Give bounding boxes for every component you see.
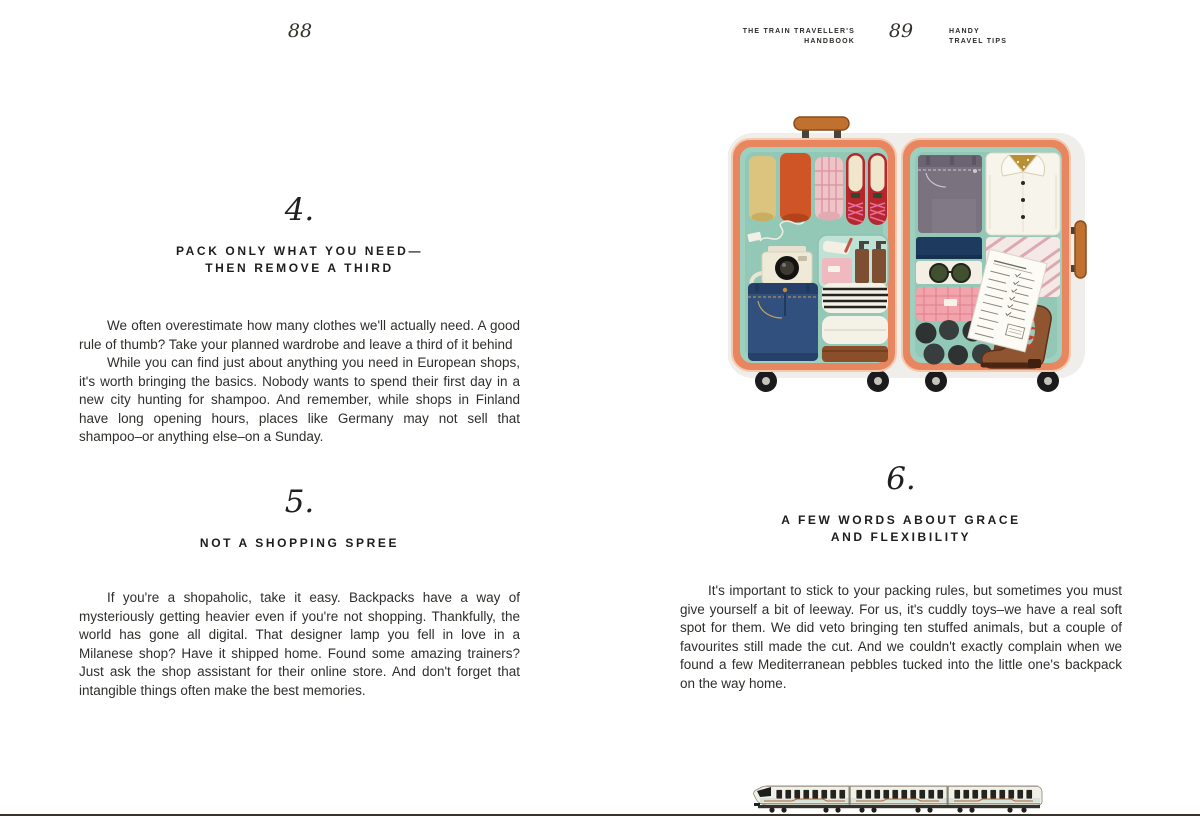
tip-section-4 xyxy=(79,192,520,447)
toiletry-bag xyxy=(818,235,888,289)
rolled-clothes xyxy=(749,153,843,223)
tip-heading-line: PACK ONLY WHAT YOU NEED— xyxy=(175,244,424,258)
tip-number: 4. xyxy=(284,192,315,228)
folded-shirts xyxy=(822,283,888,362)
chapter-line: HANDY xyxy=(949,28,980,35)
gray-jeans xyxy=(918,155,982,233)
tip-heading xyxy=(680,512,1122,546)
running-header-book-title xyxy=(705,27,855,46)
chapter-line: TRAVEL TIPS xyxy=(949,37,1008,45)
leather-pouch xyxy=(822,346,888,362)
paragraph: While you can find just about anything you need in European shops, it's worth bringing the basics. Nobody wants to spend their first day in a new city hunting for shampoo. And remember, while shops in Finland have long opening hours, places like Germany may not sell that shampoo–or anything else–on a Sunday. xyxy=(79,355,520,444)
tip-heading-line: THEN REMOVE A THIRD xyxy=(205,261,394,275)
paragraph: We often overestimate how many clothes we'll actually need. A good rule of thumb? Take your planned wardrobe and leave a third of it behind xyxy=(79,318,520,352)
running-header-chapter xyxy=(949,27,1059,46)
white-blouse xyxy=(986,153,1060,235)
train-windows xyxy=(776,790,1033,800)
navy-top xyxy=(916,237,982,259)
book-title-line: HANDBOOK xyxy=(804,37,855,45)
sunglasses-on-shirt xyxy=(916,261,982,284)
tip-section-6 xyxy=(680,461,1122,693)
paragraph: If you're a shopaholic, take it easy. Backpacks have a way of mysteriously getting heavier even if you're not shopping. Thankfully, the world has gone all digital. That designer lamp you fell in love in a Milanese shop? Have it shipped home. Found some amazing trainers? Just ask the shop assistant for their online store. And don't forget that intangible things often make the best memories. xyxy=(79,590,520,698)
paragraph: It's important to stick to your packing rules, but sometimes you must give yourself a bit of leeway. For us, it's cuddly toys–we have a real soft spot for them. We did veto bringing ten stuffed animals, but a couple of favourites still made the cut. And we couldn't exactly complain when we found a few Mediterranean pebbles tucked into the little one's backpack on the way home. xyxy=(680,583,1122,691)
tip-number: 5. xyxy=(284,484,315,520)
tip-body xyxy=(79,589,520,700)
tip-heading xyxy=(79,243,520,277)
page-number-left: 88 xyxy=(287,20,313,42)
tip-body xyxy=(680,582,1122,693)
tip-number: 6. xyxy=(886,461,916,497)
train-illustration xyxy=(752,781,1044,816)
tip-heading xyxy=(79,535,520,552)
tip-heading-line: AND FLEXIBILITY xyxy=(830,530,972,544)
tip-section-5 xyxy=(79,484,520,700)
folded-jeans xyxy=(748,283,818,361)
train-underframe xyxy=(758,805,1040,808)
book-title-line: THE TRAIN TRAVELLER'S xyxy=(742,28,855,35)
track-line xyxy=(0,814,1200,816)
page-number-right: 89 xyxy=(888,20,914,42)
tip-body xyxy=(79,317,520,447)
suitcase-illustration xyxy=(728,115,1088,407)
tip-heading-line: NOT A SHOPPING SPREE xyxy=(199,536,400,550)
tip-heading-line: A FEW WORDS ABOUT GRACE xyxy=(781,513,1021,527)
train-roof-line xyxy=(766,785,1038,787)
